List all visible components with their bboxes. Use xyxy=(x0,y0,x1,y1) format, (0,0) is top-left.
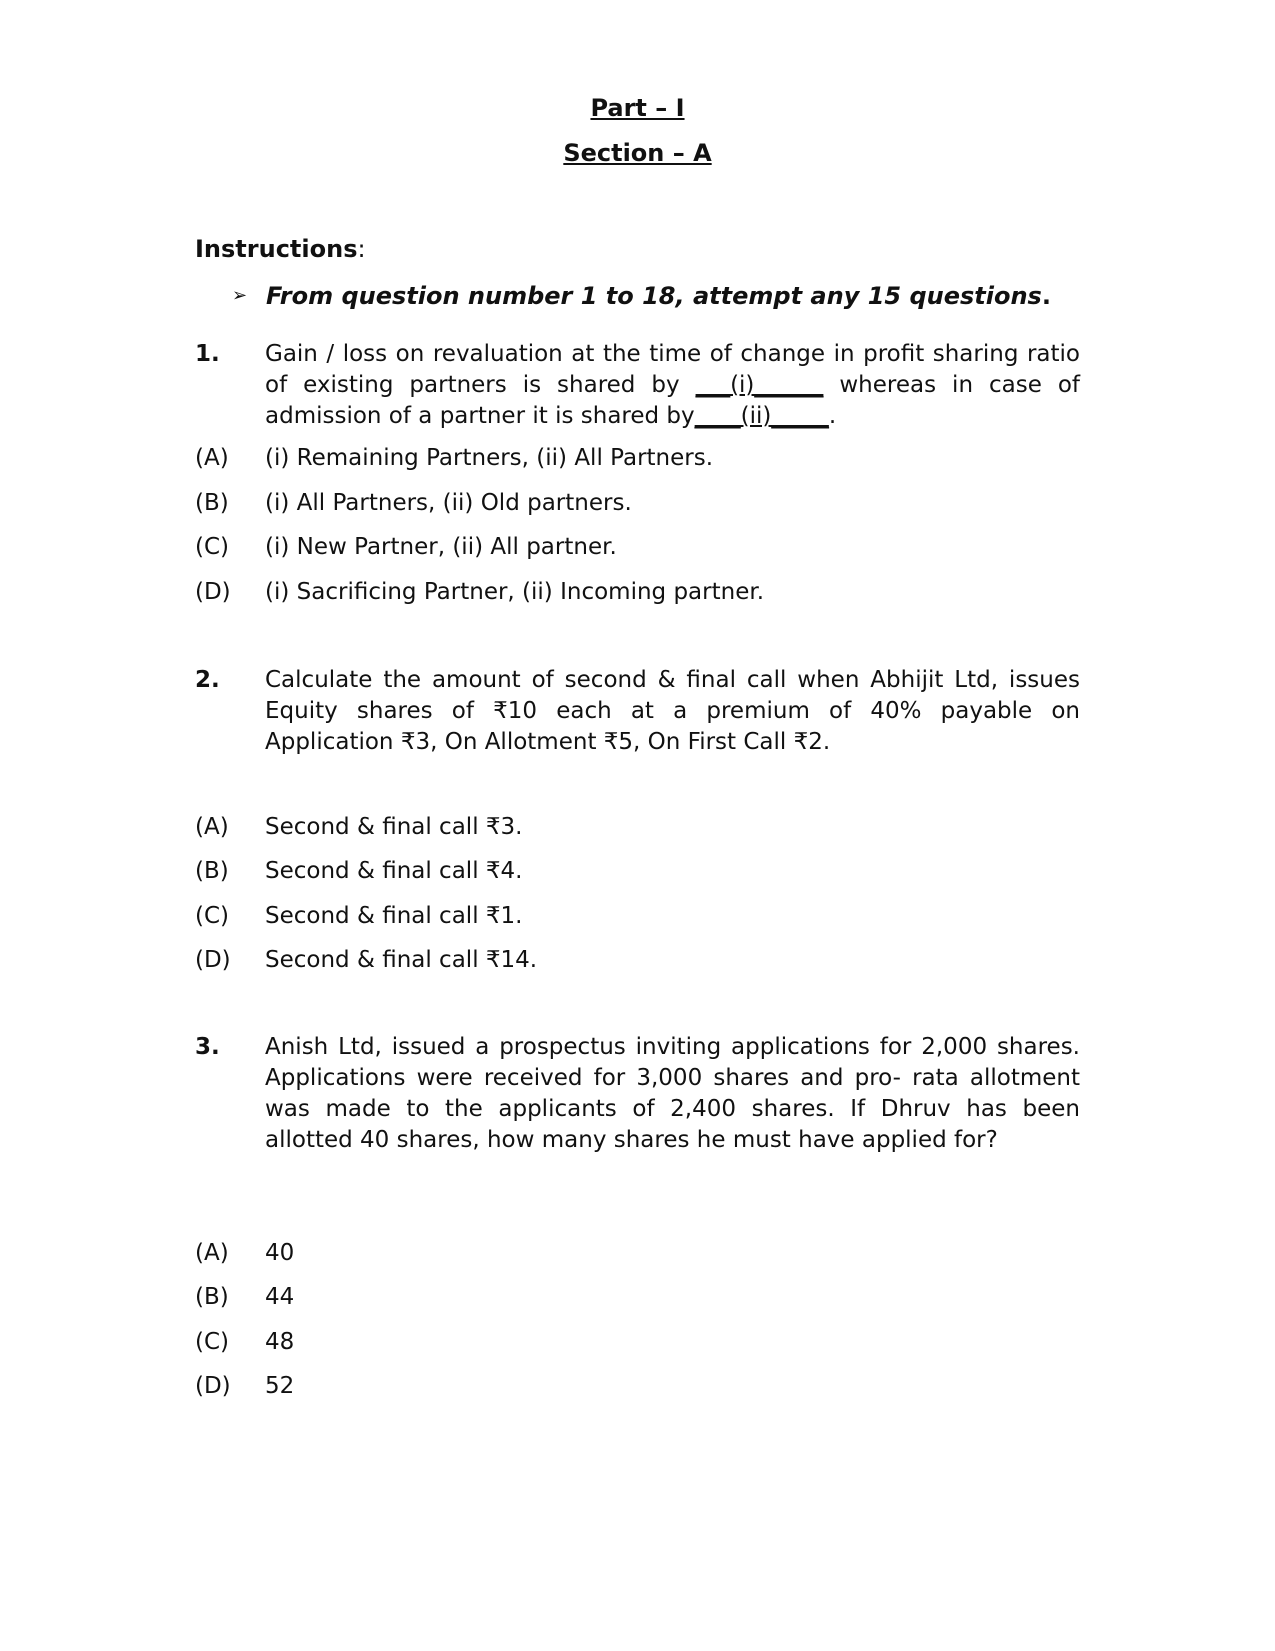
question-number: 2. xyxy=(195,667,220,693)
option-item xyxy=(195,1371,294,1401)
option-item xyxy=(195,443,713,473)
option-item xyxy=(195,1282,294,1312)
instructions-label xyxy=(195,234,366,264)
option-text: (i) Sacrificing Partner, (ii) Incoming partner. xyxy=(265,579,765,605)
option-item xyxy=(195,1327,294,1357)
blank-ii: ____(ii)_____ xyxy=(694,403,829,429)
option-text: 44 xyxy=(265,1284,295,1310)
option-label: (C) xyxy=(195,903,230,929)
option-text: Second & final call ₹1. xyxy=(265,903,523,929)
option-item xyxy=(195,812,522,842)
arrow-bullet-icon: ➢ xyxy=(232,285,248,306)
instructions-label-text: Instructions xyxy=(195,235,358,263)
instruction-text-end: . xyxy=(1041,282,1051,310)
option-label: (D) xyxy=(195,1373,231,1399)
option-item xyxy=(195,577,764,607)
instruction-text xyxy=(266,281,1051,311)
option-item xyxy=(195,488,632,518)
blank-i: ___(i)______ xyxy=(695,372,824,398)
option-label: (C) xyxy=(195,534,230,560)
question-text-part2: whereas in case of admission of a partner it is shared by xyxy=(265,372,1080,429)
question-number: 1. xyxy=(195,341,220,367)
question-number: 3. xyxy=(195,1034,220,1060)
option-label: (B) xyxy=(195,858,229,884)
option-label: (A) xyxy=(195,445,229,471)
option-text: (i) New Partner, (ii) All partner. xyxy=(265,534,617,560)
section-heading: Section – A xyxy=(563,139,712,167)
option-text: (i) Remaining Partners, (ii) All Partners. xyxy=(265,445,714,471)
option-text: 52 xyxy=(265,1373,295,1399)
option-label: (B) xyxy=(195,490,229,516)
option-item xyxy=(195,532,617,562)
option-label: (A) xyxy=(195,1240,229,1266)
option-label: (D) xyxy=(195,947,231,973)
option-item xyxy=(195,1238,294,1268)
question-text: Calculate the amount of second & final call when Abhijit Ltd, issues Equity shares of ₹10 each at a premium of 40% payable on Application ₹3, On Allotment ₹5, On First Call ₹2. xyxy=(265,667,1080,755)
option-item xyxy=(195,901,522,931)
option-label: (B) xyxy=(195,1284,229,1310)
question-text-part1: Gain / loss on revaluation at the time of change in profit sharing ratio of existing partners is shared by xyxy=(265,341,1080,398)
instructions-colon: : xyxy=(357,235,366,263)
option-text: Second & final call ₹14. xyxy=(265,947,538,973)
option-text: (i) All Partners, (ii) Old partners. xyxy=(265,490,632,516)
question-text: Anish Ltd, issued a prospectus inviting applications for 2,000 shares. Applications were received for 3,000 shares and pro- rata allotment was made to the applicants of 2,400 shares. If Dhruv has been allotted 40 shares, how many shares he must have applied for? xyxy=(265,1034,1080,1153)
option-text: Second & final call ₹3. xyxy=(265,814,523,840)
option-text: Second & final call ₹4. xyxy=(265,858,523,884)
question-text-part3: . xyxy=(828,403,837,429)
option-label: (C) xyxy=(195,1329,230,1355)
option-text: 40 xyxy=(265,1240,295,1266)
option-item xyxy=(195,856,522,886)
option-text: 48 xyxy=(265,1329,295,1355)
instruction-text-body: From question number 1 to 18, attempt any 15 questions xyxy=(266,282,1042,310)
option-item xyxy=(195,945,537,975)
instruction-item xyxy=(232,281,1051,311)
part-heading: Part – I xyxy=(590,94,685,122)
option-label: (A) xyxy=(195,814,229,840)
option-label: (D) xyxy=(195,579,231,605)
question-text xyxy=(265,339,1080,432)
